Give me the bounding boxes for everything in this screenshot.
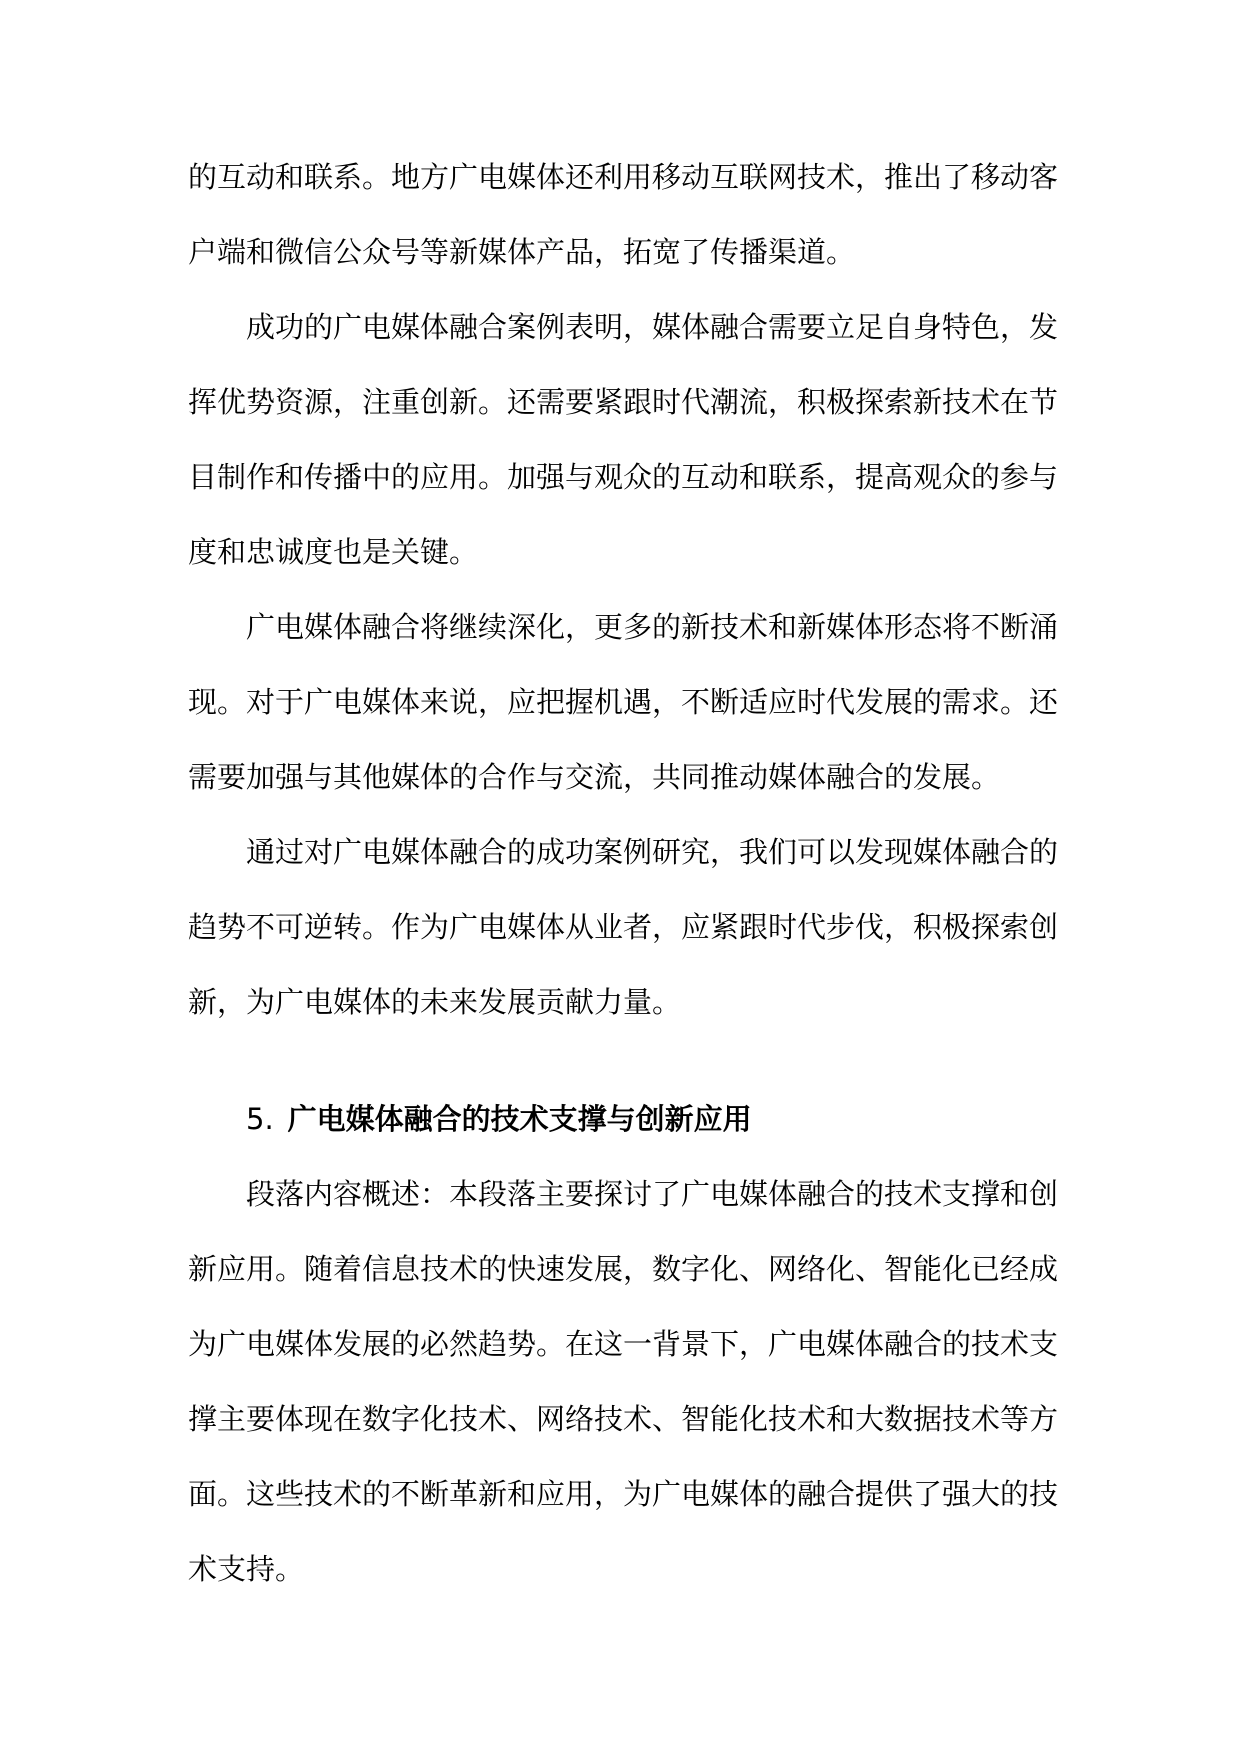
paragraph-success-cases: 成功的广电媒体融合案例表明，媒体融合需要立足自身特色，发挥优势资源，注重创新。还需要紧跟时代潮流，积极探索新技术在节目制作和传播中的应用。加强与观众的互动和联系，提高观众的参与度和忠诚度也是关键。 (188, 310, 1059, 569)
document-body (188, 140, 1058, 1607)
section-number: 5. (246, 1102, 274, 1136)
paragraph-trend: 通过对广电媒体融合的成功案例研究，我们可以发现媒体融合的趋势不可逆转。作为广电媒体从业者，应紧跟时代步伐，积极探索创新，为广电媒体的未来发展贡献力量。 (188, 835, 1059, 1019)
section-heading (188, 1082, 1058, 1157)
paragraph-overview: 段落内容概述：本段落主要探讨了广电媒体融合的技术支撑和创新应用。随着信息技术的快速发展，数字化、网络化、智能化已经成为广电媒体发展的必然趋势。在这一背景下，广电媒体融合的技术支撑主要体现在数字化技术、网络技术、智能化技术和大数据技术等方面。这些技术的不断革新和应用，为广电媒体的融合提供了强大的技术支持。 (188, 1177, 1059, 1586)
paragraph-deepening: 广电媒体融合将继续深化，更多的新技术和新媒体形态将不断涌现。对于广电媒体来说，应把握机遇，不断适应时代发展的需求。还需要加强与其他媒体的合作与交流，共同推动媒体融合的发展。 (188, 610, 1059, 794)
paragraph-continuation: 的互动和联系。地方广电媒体还利用移动互联网技术，推出了移动客户端和微信公众号等新媒体产品，拓宽了传播渠道。 (188, 160, 1059, 269)
section-title: 广电媒体融合的技术支撑与创新应用 (287, 1102, 752, 1136)
